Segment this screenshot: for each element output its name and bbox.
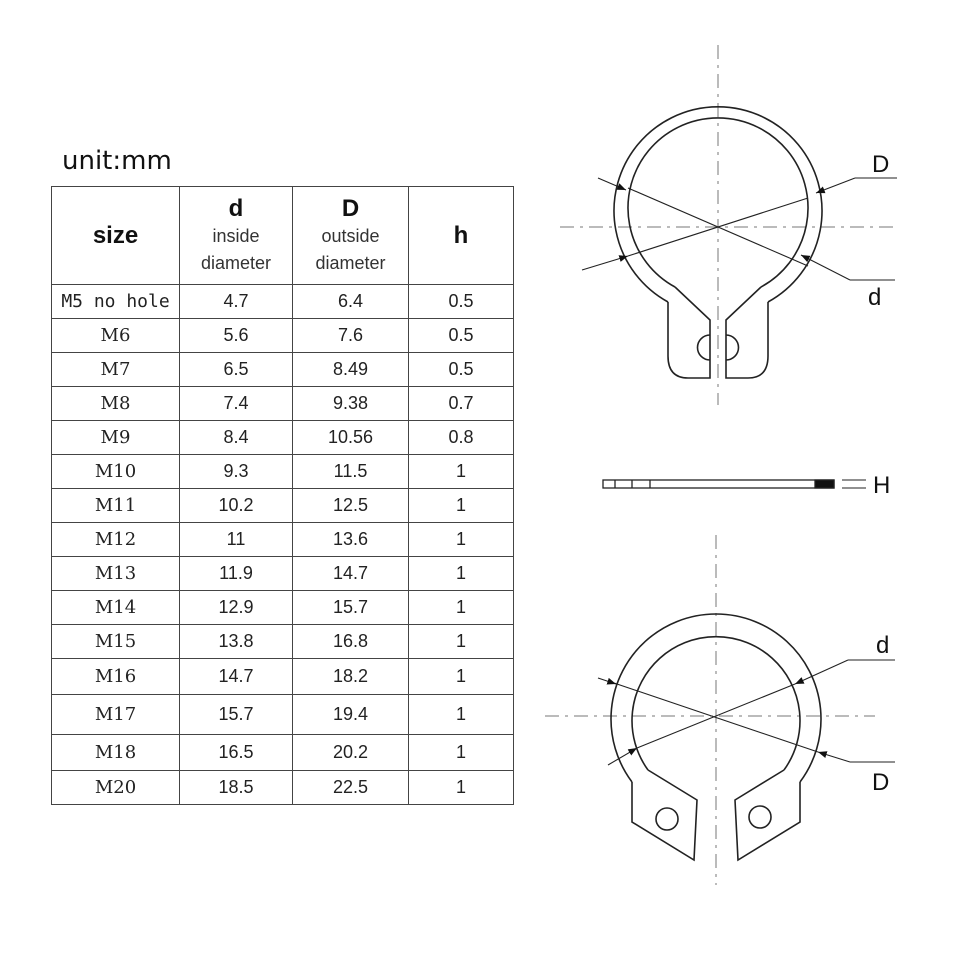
size-cell: M20 <box>52 771 180 805</box>
outside-diameter-cell: 19.4 <box>293 695 409 735</box>
inside-diameter-cell: 16.5 <box>180 735 293 771</box>
top-ring-left-lug <box>668 287 710 378</box>
outside-diameter-cell: 14.7 <box>293 557 409 591</box>
size-cell: M10 <box>52 455 180 489</box>
unit-label: unit:mm <box>62 146 172 176</box>
outside-diameter-cell: 8.49 <box>293 353 409 387</box>
inside-diameter-cell: 9.3 <box>180 455 293 489</box>
top-label-d: d <box>868 284 882 311</box>
outside-diameter-cell: 7.6 <box>293 319 409 353</box>
outside-diameter-cell: 13.6 <box>293 523 409 557</box>
size-cell: M5 no hole <box>52 285 180 319</box>
thickness-cell: 1 <box>409 523 514 557</box>
header-D-symbol: D <box>341 194 360 222</box>
bottom-ring-left-lug <box>632 770 697 860</box>
thickness-cell: 0.5 <box>409 285 514 319</box>
bottom-label-D: D <box>872 769 890 796</box>
inside-diameter-cell: 7.4 <box>180 387 293 421</box>
outside-diameter-cell: 22.5 <box>293 771 409 805</box>
thickness-cell: 1 <box>409 625 514 659</box>
size-cell: M17 <box>52 695 180 735</box>
side-profile-bar <box>603 480 834 488</box>
bottom-ring-outer-edge <box>611 614 821 782</box>
outside-diameter-cell: 16.8 <box>293 625 409 659</box>
bottom-D-left-arrow <box>598 678 616 684</box>
top-D-left-arrow <box>598 178 626 190</box>
top-D-right-arrow <box>816 178 855 193</box>
header-d-line1: inside <box>212 225 260 246</box>
outside-diameter-cell: 20.2 <box>293 735 409 771</box>
thickness-cell: 0.7 <box>409 387 514 421</box>
bottom-d-right-arrow <box>795 660 848 684</box>
header-D-line1: outside <box>321 225 380 246</box>
side-filled-end <box>815 480 834 488</box>
thickness-cell: 1 <box>409 489 514 523</box>
thickness-cell: 1 <box>409 455 514 489</box>
inside-diameter-cell: 4.7 <box>180 285 293 319</box>
inside-diameter-cell: 13.8 <box>180 625 293 659</box>
size-cell: M15 <box>52 625 180 659</box>
size-cell: M12 <box>52 523 180 557</box>
size-cell: M6 <box>52 319 180 353</box>
inside-diameter-cell: 11.9 <box>180 557 293 591</box>
thickness-cell: 1 <box>409 735 514 771</box>
size-cell: M9 <box>52 421 180 455</box>
header-size-label: size <box>92 221 139 249</box>
inside-diameter-cell: 14.7 <box>180 659 293 695</box>
thickness-cell: 1 <box>409 771 514 805</box>
outside-diameter-cell: 10.56 <box>293 421 409 455</box>
inside-diameter-cell: 5.6 <box>180 319 293 353</box>
header-d-line2: diameter <box>200 252 272 273</box>
thickness-cell: 1 <box>409 695 514 735</box>
size-cell: M16 <box>52 659 180 695</box>
bottom-right-lug-hole <box>749 806 771 828</box>
bottom-ring-drawing <box>545 535 895 885</box>
top-label-D: D <box>872 151 890 178</box>
outside-diameter-cell: 12.5 <box>293 489 409 523</box>
bottom-d-left-arrow <box>608 748 637 765</box>
size-cell: M13 <box>52 557 180 591</box>
top-d-right-arrow <box>801 255 850 280</box>
inside-diameter-cell: 11 <box>180 523 293 557</box>
thickness-cell: 0.8 <box>409 421 514 455</box>
inside-diameter-cell: 6.5 <box>180 353 293 387</box>
outside-diameter-cell: 9.38 <box>293 387 409 421</box>
outside-diameter-cell: 18.2 <box>293 659 409 695</box>
header-D-line2: diameter <box>315 252 386 273</box>
outside-diameter-cell: 11.5 <box>293 455 409 489</box>
header-h-label: h <box>453 221 469 249</box>
top-right-notch <box>726 335 739 360</box>
side-label-H: H <box>873 472 891 499</box>
inside-diameter-cell: 10.2 <box>180 489 293 523</box>
bottom-D-right-arrow <box>818 752 850 762</box>
header-d-symbol: d <box>228 194 244 222</box>
bottom-left-lug-hole <box>656 808 678 830</box>
size-cell: M11 <box>52 489 180 523</box>
inside-diameter-cell: 12.9 <box>180 591 293 625</box>
size-cell: M8 <box>52 387 180 421</box>
size-cell: M14 <box>52 591 180 625</box>
inside-diameter-cell: 8.4 <box>180 421 293 455</box>
top-left-notch <box>698 335 711 360</box>
thickness-cell: 0.5 <box>409 319 514 353</box>
thickness-cell: 0.5 <box>409 353 514 387</box>
inside-diameter-cell: 18.5 <box>180 771 293 805</box>
thickness-cell: 1 <box>409 591 514 625</box>
top-ring-right-lug <box>726 287 768 378</box>
outside-diameter-cell: 6.4 <box>293 285 409 319</box>
size-cell: M18 <box>52 735 180 771</box>
top-ring-drawing <box>560 45 897 405</box>
bottom-label-d: d <box>876 632 890 659</box>
thickness-cell: 1 <box>409 659 514 695</box>
side-thickness-view <box>603 480 866 488</box>
size-cell: M7 <box>52 353 180 387</box>
inside-diameter-cell: 15.7 <box>180 695 293 735</box>
bottom-ring-right-lug <box>735 770 800 860</box>
top-d-left-arrow <box>582 256 628 270</box>
thickness-cell: 1 <box>409 557 514 591</box>
outside-diameter-cell: 15.7 <box>293 591 409 625</box>
